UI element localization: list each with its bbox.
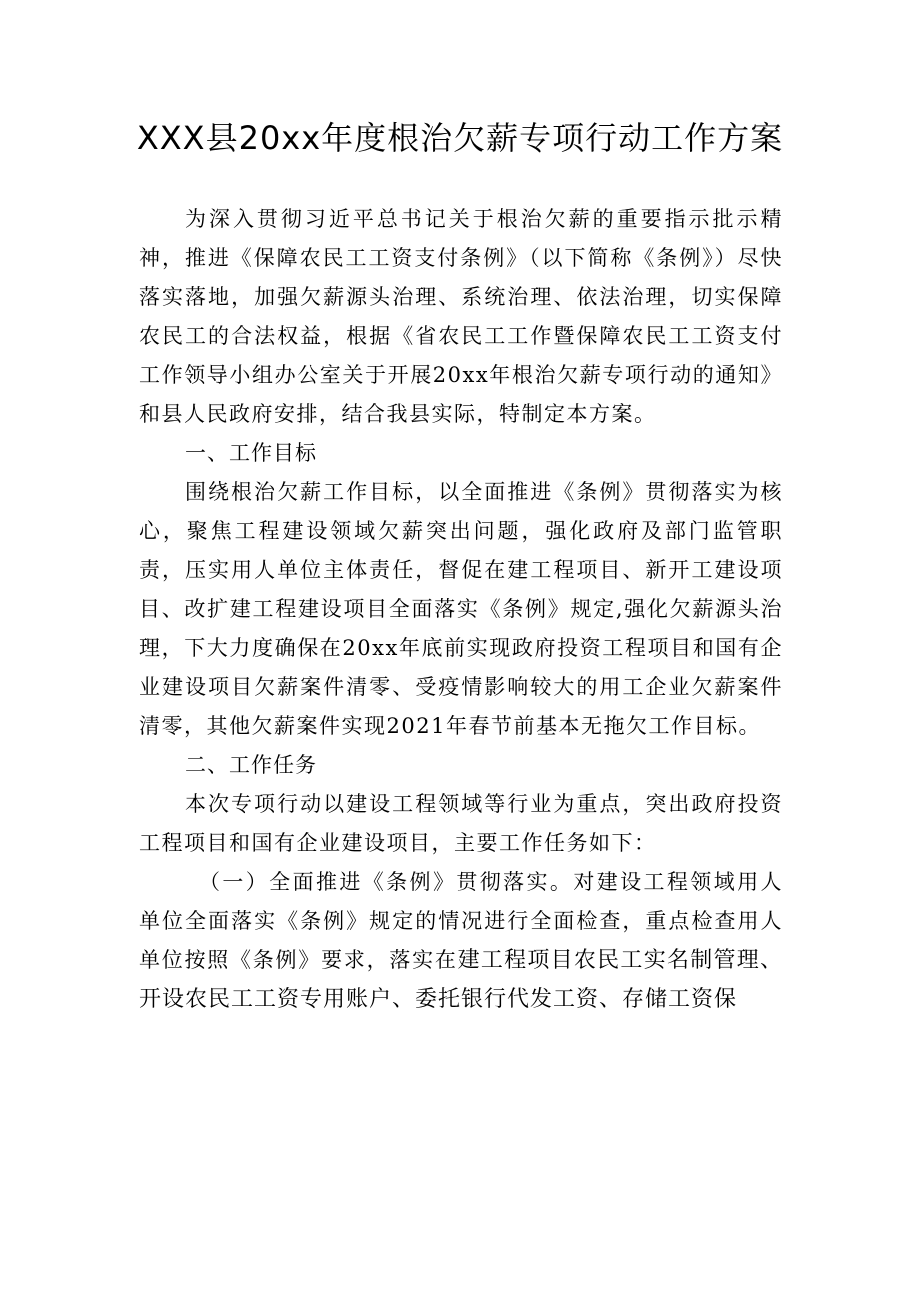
tasks-intro-paragraph: 本次专项行动以建设工程领域等行业为重点，突出政府投资工程项目和国有企业建设项目，主要工作任务如下：	[139, 792, 783, 855]
task-item-1-emphasis: 建工程项目农民工实名制管理、开设农民工工资专用账户、委托银行代发工资、存储工资保	[139, 948, 783, 1012]
task-item-1-paragraph	[139, 863, 783, 1019]
intro-paragraph: 为深入贯彻习近平总书记关于根治欠薪的重要指示批示精神，推进《保障农民工工资支付条例》（以下简称《条例》）尽快落实落地，加强欠薪源头治理、系统治理、依法治理，切实保障农民工的合法权益，根据《省农民工工作暨保障农民工工资支付工作领导小组办公室关于开展20xx年根治欠薪专项行动的通知》和县人民政府安排，结合我县实际，特制定本方案。	[139, 207, 783, 426]
document-body	[139, 200, 783, 1019]
section-heading-goals: 一、工作目标	[185, 441, 317, 465]
goals-paragraph: 围绕根治欠薪工作目标，以全面推进《条例》贯彻落实为核心，聚焦工程建设领域欠薪突出问题，强化政府及部门监管职责，压实用人单位主体责任，督促在建工程项目、新开工建设项目、改扩建工程建设项目全面落实《条例》规定,强化欠薪源头治理，下大力度确保在20xx年底前实现政府投资工程项目和国有企业建设项目欠薪案件清零、受疫情影响较大的用工企业欠薪案件清零，其他欠薪案件实现2021年春节前基本无拖欠工作目标。	[139, 480, 783, 738]
document-title: XXX县20xx年度根治欠薪专项行动工作方案	[136, 119, 784, 157]
section-heading-tasks: 二、工作任务	[185, 753, 317, 777]
task-item-1-text: （一）全面推进《条例》贯彻落实。对建设工程领域用人单位全面落实《条例》规定的情况进行全面检查，重点检查用人单位按照《条例》要求，落实在	[139, 870, 783, 972]
